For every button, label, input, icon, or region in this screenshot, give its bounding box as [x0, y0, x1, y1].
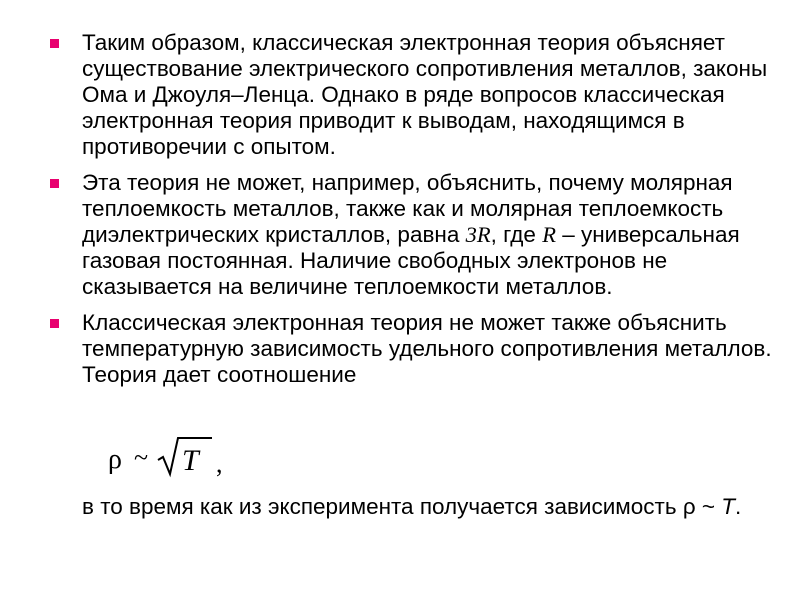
bullet-item-1 [44, 30, 784, 160]
bullet-text-1: Таким образом, классическая электронная теория объясняет существование электрического сопротивления металлов, законы Ома и Джоуля–Ленца. Однако в ряде вопросов классическая электронная теория приводит к выводам, находящимся в противоречии с опытом. [82, 30, 768, 159]
tail-period: . [735, 494, 742, 519]
formula-tilde: ~ [134, 443, 149, 472]
symbol-R: R [542, 222, 556, 247]
symbol-3R: 3R [465, 222, 491, 247]
bullet-text-2-part-1: Эта теория не может, например, объяснить, почему молярная теплоемкость металлов, также как и молярная теплоемкость диэлектрических кристаллов, равна [82, 170, 733, 247]
bullet-text-2-part-2: , где [490, 222, 543, 247]
tail-text [82, 494, 782, 520]
tail-text-main: в то время как из эксперимента получается зависимость ρ ~ [82, 494, 722, 519]
bullet-item-3 [44, 310, 784, 388]
formula-rho-proportional-sqrt-T [106, 432, 236, 482]
bullet-square-icon [50, 39, 59, 48]
bullet-text-2-part-3: – универсальная газовая постоянная. Наличие свободных электронов не сказывается на величине теплоемкости металлов. [82, 222, 740, 299]
formula-rho: ρ [108, 444, 122, 475]
bullet-list [44, 30, 784, 398]
bullet-square-icon [50, 319, 59, 328]
bullet-text-3: Классическая электронная теория не может также объяснить температурную зависимость удельного сопротивления металлов. Теория дает соотношение [82, 310, 772, 387]
bullet-item-2 [44, 170, 784, 300]
formula-comma: , [216, 449, 223, 478]
formula-var-T: T [182, 444, 199, 477]
tail-var-T: T [721, 494, 736, 519]
bullet-square-icon [50, 179, 59, 188]
